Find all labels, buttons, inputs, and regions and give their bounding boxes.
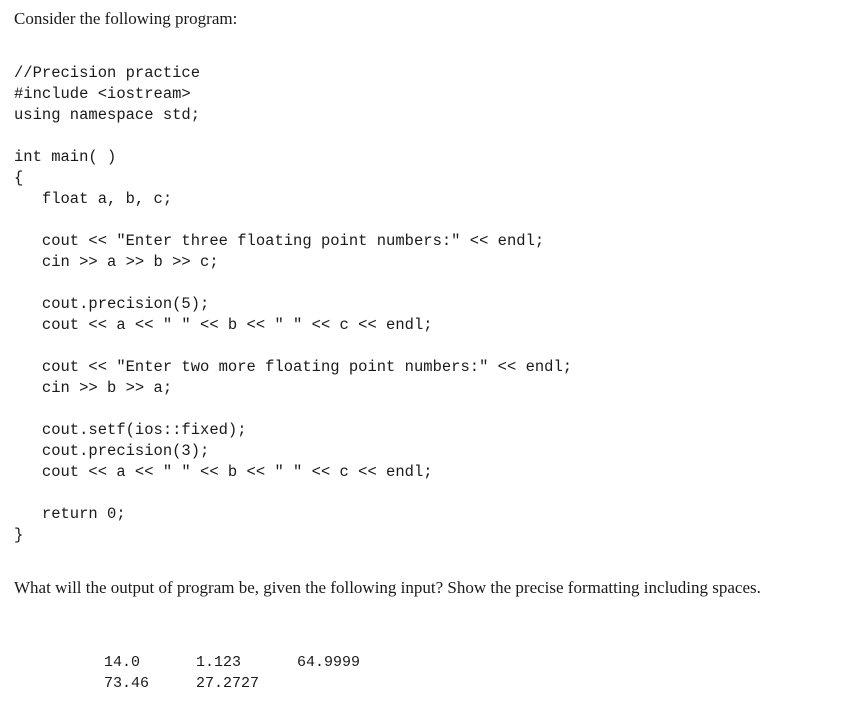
code-line: cout << "Enter three floating point numbers:" << endl; bbox=[14, 232, 545, 250]
code-listing bbox=[14, 63, 572, 546]
code-line: } bbox=[14, 526, 24, 544]
code-line: cout << "Enter two more floating point numbers:" << endl; bbox=[14, 358, 573, 376]
code-line: float a, b, c; bbox=[14, 190, 173, 208]
code-line bbox=[14, 336, 572, 357]
code-line bbox=[14, 210, 572, 231]
code-line: cout << a << " " << b << " " << c << endl; bbox=[14, 463, 433, 481]
code-line: { bbox=[14, 169, 24, 187]
code-line bbox=[14, 483, 572, 504]
code-line: cin >> a >> b >> c; bbox=[14, 253, 219, 271]
input-value: 27.2727 bbox=[196, 675, 260, 692]
input-value: 73.46 bbox=[104, 675, 150, 692]
question-text: What will the output of program be, given the following input? Show the precise formatting including spaces. bbox=[14, 578, 761, 597]
intro-text: Consider the following program: bbox=[14, 9, 238, 28]
code-line: using namespace std; bbox=[14, 106, 201, 124]
code-line: cout << a << " " << b << " " << c << endl; bbox=[14, 316, 433, 334]
code-line bbox=[14, 273, 572, 294]
input-row bbox=[104, 652, 404, 673]
code-line: cout.precision(5); bbox=[14, 295, 210, 313]
code-line: //Precision practice bbox=[14, 64, 201, 82]
code-line: #include <iostream> bbox=[14, 85, 191, 103]
code-line: cout.setf(ios::fixed); bbox=[14, 421, 247, 439]
input-values bbox=[104, 652, 404, 694]
code-line: cout.precision(3); bbox=[14, 442, 210, 460]
code-line: return 0; bbox=[14, 505, 126, 523]
code-line: int main( ) bbox=[14, 148, 117, 166]
code-line: cin >> b >> a; bbox=[14, 379, 173, 397]
input-value: 14.0 bbox=[104, 654, 141, 671]
code-line bbox=[14, 399, 572, 420]
input-row bbox=[104, 673, 404, 694]
input-value: 64.9999 bbox=[297, 654, 361, 671]
input-value: 1.123 bbox=[196, 654, 242, 671]
code-line bbox=[14, 126, 572, 147]
